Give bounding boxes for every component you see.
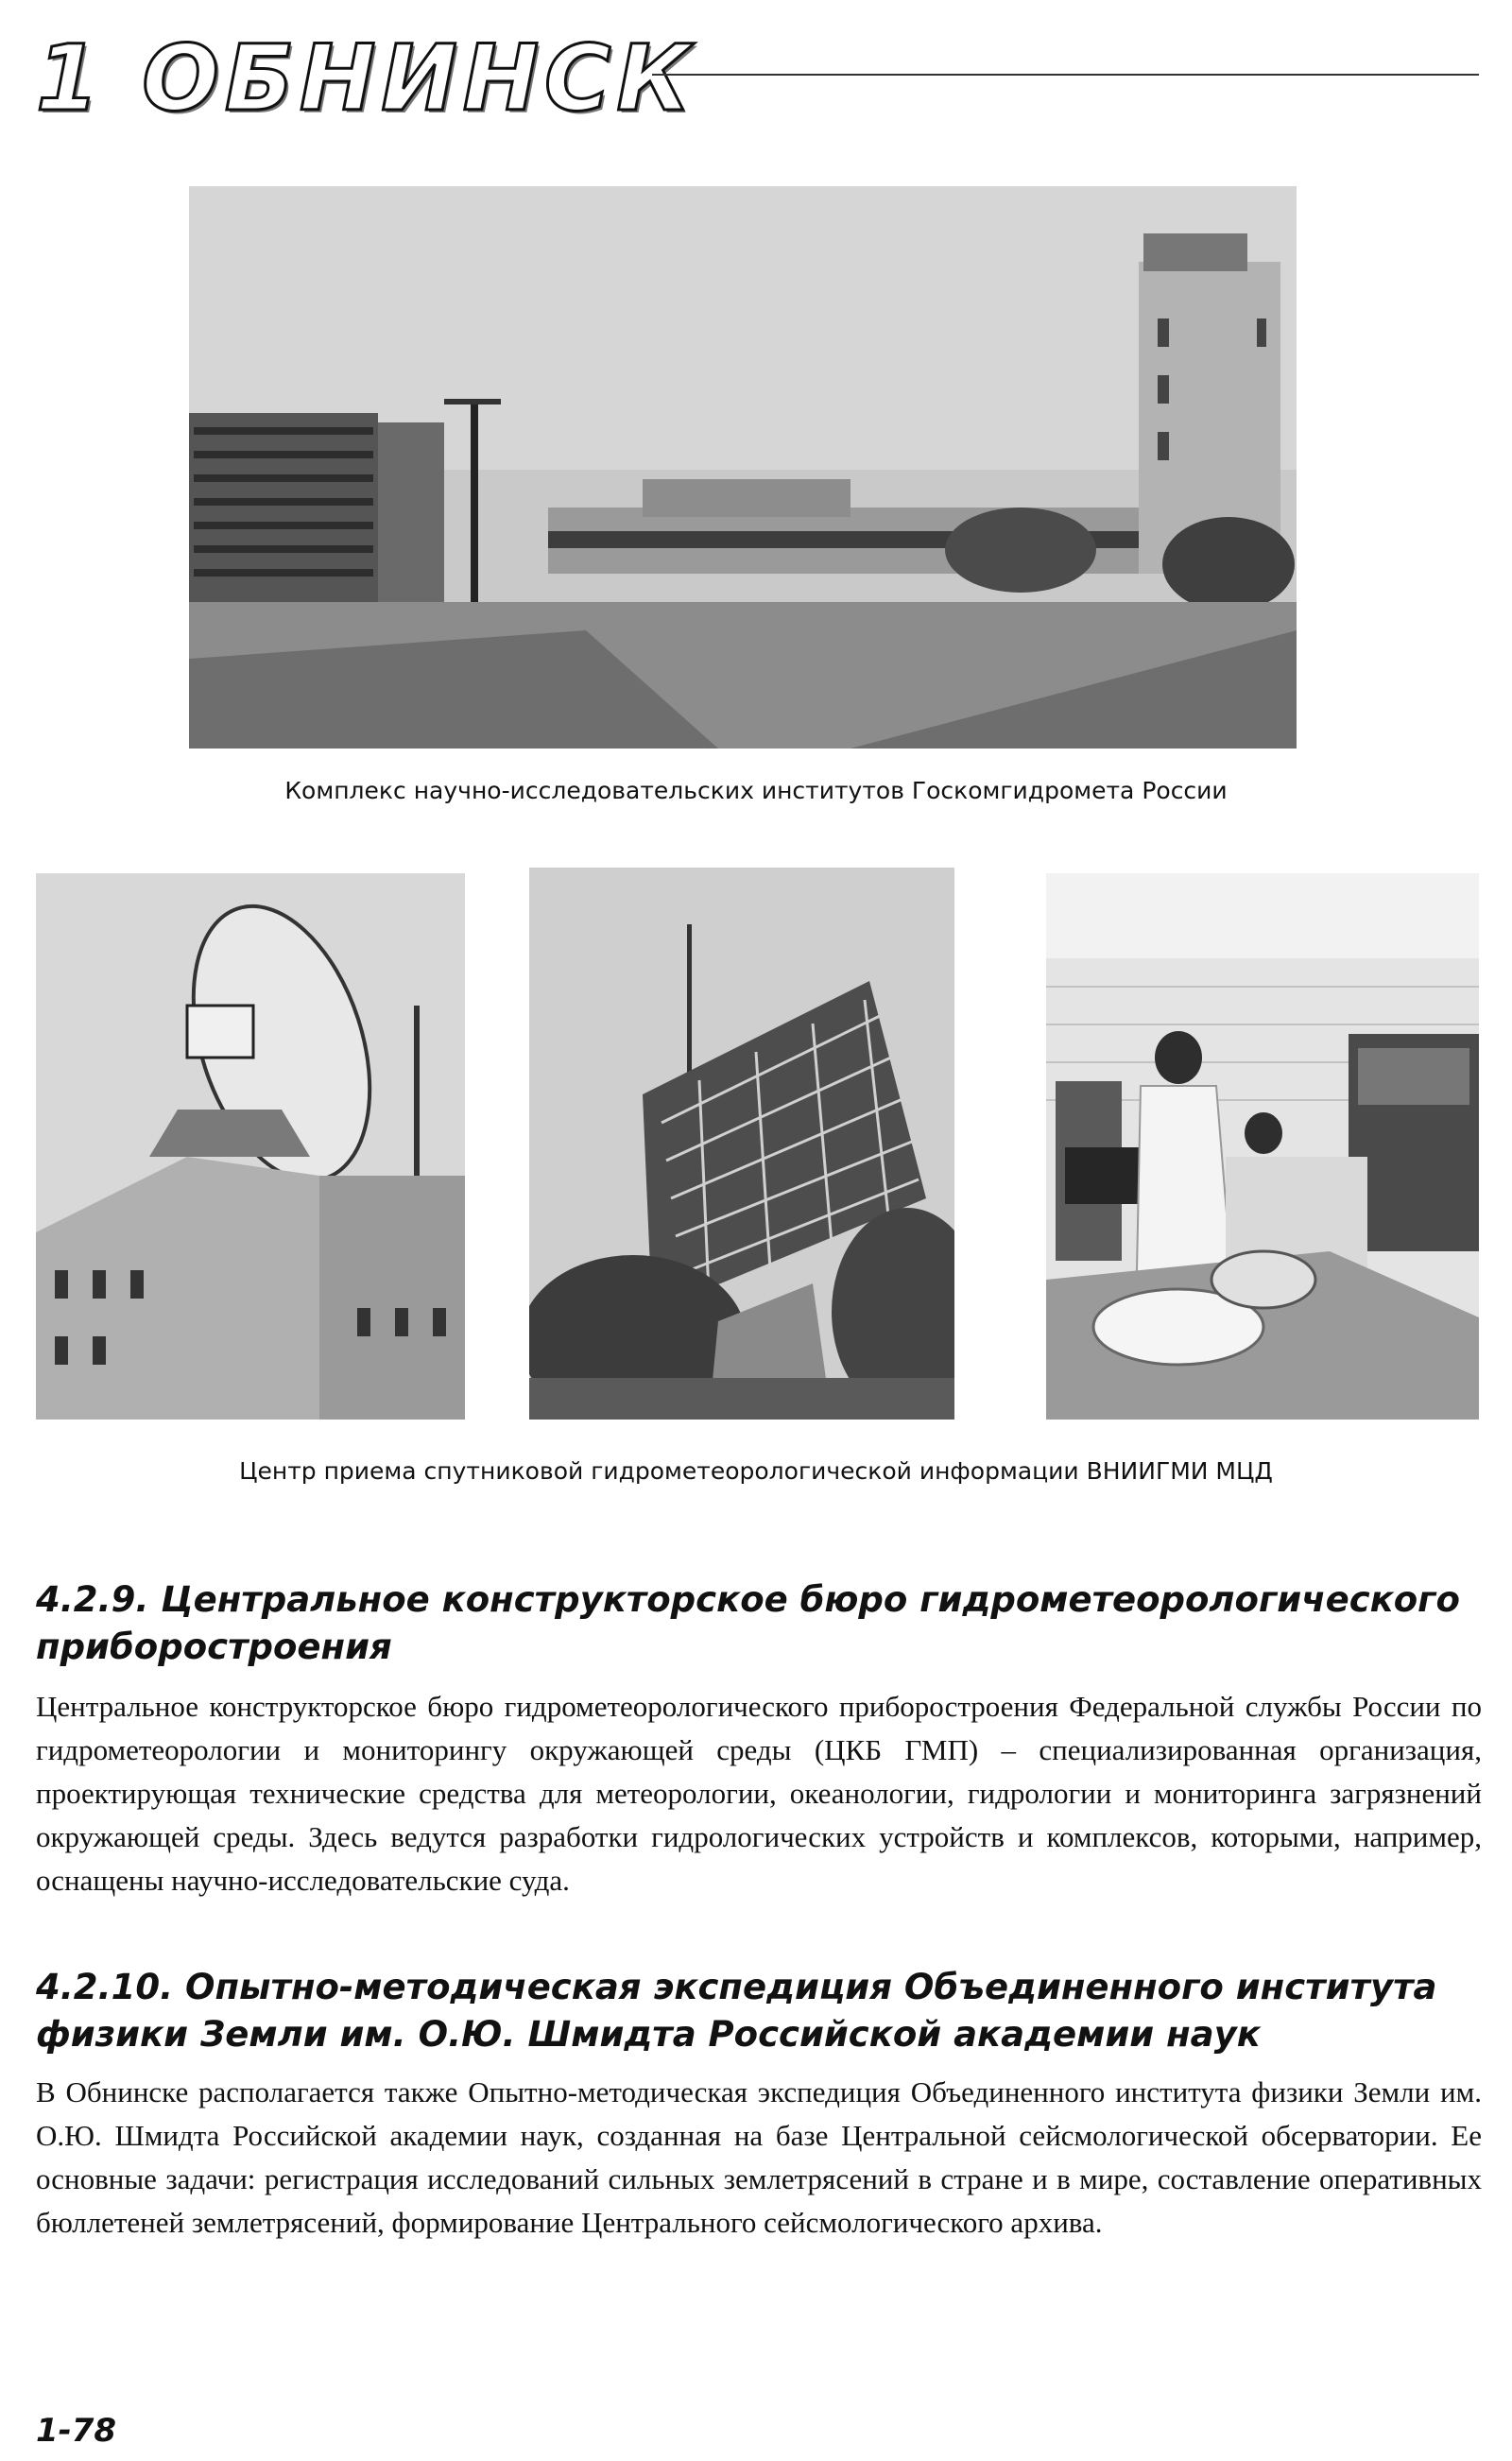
antenna-array-photo bbox=[529, 868, 954, 1420]
satellite-dish-photo bbox=[36, 873, 465, 1420]
section-heading-4-2-10: 4.2.10. Опытно-методическая экспедиция Объединенного института физики Земли им. О.Ю. Шмидта Российской академии наук bbox=[36, 1967, 1437, 2055]
laboratory-photo bbox=[1046, 873, 1479, 1420]
page-number: 1-78 bbox=[36, 2412, 117, 2450]
top-figure-caption: Комплекс научно-исследовательских институтов Госкомгидромета России bbox=[284, 777, 1228, 804]
middle-figure-caption: Центр приема спутниковой гидрометеорологической информации ВНИИГМИ МЦД bbox=[239, 1457, 1273, 1485]
institutes-complex-photo bbox=[189, 186, 1297, 749]
section-body-4-2-10: В Обнинске располагается также Опытно-методическая экспедиция Объединенного института физики Земли им. О.Ю. Шмидта Российской академии наук, созданная на базе Центральной сейсмологической обсерватории. Ее основные задачи: регистрация исследований сильных землетрясений в стране и в мире, составление оперативных бюллетеней землетрясений, формирование Центрального сейсмологического архива. bbox=[36, 2075, 1482, 2239]
page-header bbox=[0, 26, 1512, 130]
section-body-4-2-9: Центральное конструкторское бюро гидрометеорологического приборостроения Федеральной службы России по гидрометеорологии и мониторингу окружающей среды (ЦКБ ГМП) – специализированная организация, проектирующая технические средства для метеорологии, океанологии, гидрологии и мониторинга загрязнений окружающей среды. Здесь ведутся разработки гидрологических устройств и комплексов, которыми, например, оснащены научно-исследовательские суда. bbox=[36, 1690, 1482, 1897]
section-heading-4-2-9: 4.2.9. Центральное конструкторское бюро гидрометеорологического приборостроения bbox=[36, 1579, 1460, 1667]
chapter-title: 1 ОБНИНСК bbox=[36, 26, 696, 131]
header-rule bbox=[652, 74, 1479, 76]
